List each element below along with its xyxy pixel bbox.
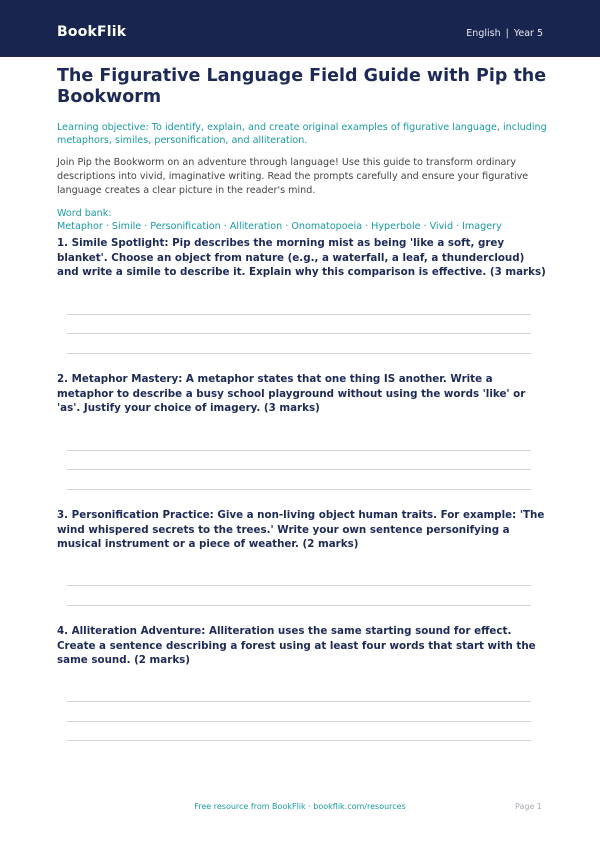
word-bank-word: Imagery: [462, 221, 502, 232]
word-bank: Word bank: Metaphor · Simile · Personification · Alliteration · Onomatopoeia · Hyperbole · Vivid · Imagery: [57, 208, 502, 232]
learning-objective: Learning objective: To identify, explain, and create original examples of figurative language, including metaphors, similes, personification, and alliteration.: [57, 122, 547, 146]
page-number: Page 1: [515, 802, 542, 811]
answer-line[interactable]: [67, 450, 531, 451]
question-2: 2. Metaphor Mastery: A metaphor states that one thing IS another. Write a metaphor to describe a busy school playground without using the words 'like' or 'as'. Justify your choice of imagery. (3 marks): [57, 373, 526, 414]
question-1: 1. Simile Spotlight: Pip describes the morning mist as being 'like a soft, grey blanket'. Choose an object from nature (e.g., a waterfall, a leaf, a thundercloud) and write a simile to describe it. Explain why this comparison is effective. (3 marks): [57, 237, 546, 278]
year-label: Year 5: [513, 28, 543, 39]
question-4: 4. Alliteration Adventure: Alliteration uses the same starting sound for effect. Create a sentence describing a forest using at least four words that start with the same sound. (2 marks): [57, 625, 536, 666]
meta-separator: |: [505, 28, 509, 39]
answer-line[interactable]: [67, 740, 531, 741]
answer-line[interactable]: [67, 353, 531, 354]
answer-line[interactable]: [67, 701, 531, 702]
word-bank-word: Alliteration: [229, 221, 283, 232]
answer-line[interactable]: [67, 314, 531, 315]
word-bank-word: Vivid: [429, 221, 454, 232]
brand-logo[interactable]: BookFlik: [57, 24, 127, 40]
answer-line[interactable]: [67, 721, 531, 722]
subject-label: English: [466, 28, 501, 39]
intro-paragraph: Join Pip the Bookworm on an adventure through language! Use this guide to transform ordinary descriptions into vivid, imaginative writing. Read the prompts carefully and ensure your figurative language creates a clear picture in the reader's mind.: [57, 157, 529, 196]
page-title: The Figurative Language Field Guide with Pip the Bookworm: [57, 66, 547, 107]
answer-line[interactable]: [67, 489, 531, 490]
answer-line[interactable]: [67, 469, 531, 470]
answer-line[interactable]: [67, 605, 531, 606]
answer-line[interactable]: [67, 333, 531, 334]
word-bank-word: Personification: [150, 221, 221, 232]
header-meta: [466, 28, 543, 39]
footer-text[interactable]: Free resource from BookFlik · bookflik.com/resources: [194, 802, 406, 811]
word-bank-word: Simile: [111, 221, 142, 232]
word-bank-word: Metaphor: [57, 221, 103, 232]
word-bank-word: Onomatopoeia: [291, 221, 363, 232]
word-bank-word: Hyperbole: [371, 221, 421, 232]
page-header: [0, 0, 600, 57]
answer-line[interactable]: [67, 585, 531, 586]
word-bank-label: Word bank:: [57, 208, 112, 219]
question-3: 3. Personification Practice: Give a non-living object human traits. For example: 'The wind whispered secrets to the trees.' Write your own sentence personifying a musical instrument or a piece of weather. (2 marks): [57, 509, 545, 550]
